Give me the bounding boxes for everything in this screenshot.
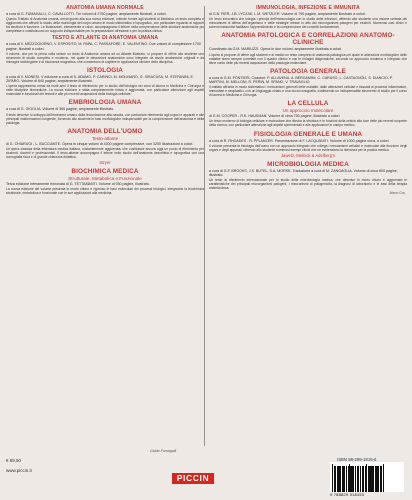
section-authors: a cura di G. GIOGLIA. Volume di 360 pagine, ampiamente illustrato. <box>6 107 115 112</box>
section-description: L'opera si propone di offrire agli studenti e ai medici un testo completo di anatomia patologica nel quale le alterazioni morfologiche delle malattie siano sempre correlate con il quadro clinico e con le indagini diagnostiche, secondo un approccio moderno e integrato che tiene conto delle piu recenti acquisizioni della patologia molecolare. <box>209 52 407 65</box>
section-authors: di G. CHIARUGI - L. BUCCIANTE. Opera in cinque volumi di 4300 pagine complessive, con 3200 illustrazioni a colori. <box>6 141 194 146</box>
section-authors: a cura di G. FUMAGALLI, C. CAVALLOTTI. Tre volumi di 2750 pagine, ampiamente illustrati, a colori. <box>6 12 167 16</box>
section-description: Questo Trattato di Anatomia umana, ormai giunto alla sua nuova edizione, intende fornire agli studenti di Medicina un testo completo e aggiornato che affronti lo studio della morfologia del corpo umano in modo sistematico e topografico, con particolare riguardo ai rapporti tra struttura e funzione. Le illustrazioni, interamente a colori, accompagnano il lettore nella comprensione delle strutture anatomiche piu complesse e costituiscono un supporto indispensabile per la preparazione all'esame e per la pratica clinica. <box>6 17 204 34</box>
right-column <box>209 3 407 449</box>
section-authors: a cura di G.M. PONTIERI. Coautori: P. ALLAVENA, A. BERGAMINI, C. CARUSO, L. CASTAGNOLI, S. DIANCIO, P. MARTINI, M. MELLONI, R. PERIN, M. SPANO, V. TRAVAGLIO. <box>209 75 393 84</box>
left-column <box>6 3 204 449</box>
section-authors: a cura di G.F. BROOKS, J.S. BUTEL, S.A. MORSE. Traduzione a cura di M. ZANGAGLIA. Volume di circa 800 pagine, illustrato. <box>209 168 398 178</box>
section-authors: Terza edizione interamente rinnovata di G. TETTAMANTI. Volume di 930 pagine, illustrato. <box>6 182 150 187</box>
section-authors: Coordinato da G.M. MARIUZZI. Opera in due volumi, ampiamente illustrata a colori. <box>209 47 343 52</box>
section-title: FISIOLOGIA GENERALE E UMANA <box>253 130 363 138</box>
section-description: Un testo moderno di biologia cellulare e molecolare che illustra la struttura e le funzioni della cellula alla luce delle piu recenti scoperte della ricerca, con particolare attenzione agli aspetti sperimentali e alle applicazioni in campo medico. <box>209 119 407 128</box>
section-title: EMBRIOLOGIA UMANA <box>68 99 142 107</box>
section-description: Un testo innovativo che integra i principi dell'immunologia con lo studio delle infezioni, offrendo allo studente una visione unitaria dei meccanismi di difesa dell'organismo e delle strategie messe in atto dai microrganismi patogeni per eluderli. Numerosi casi clinici e schemi riassuntivi facilitano l'apprendimento e la comprensione dei concetti fondamentali. <box>209 17 407 30</box>
barcode <box>330 462 404 492</box>
section-description: Il trattato affronta in modo sistematico i meccanismi generali delle malattie, dalle alterazioni cellulari e tissutali ai processi infiammatori, immunitari e neoplastici, con un linguaggio chiaro e una ricca iconografia, costituendo un indispensabile strumento di studio per il corso di laurea in Medicina e Chirurgia. <box>209 85 407 98</box>
section-title: ISTOLOGIA <box>87 66 123 74</box>
section-title: LA CELLULA <box>287 100 329 108</box>
isbn: ISBN 88-299-1815-6 <box>337 457 377 462</box>
section-description: Il volume presenta la fisiologia dell'uomo con un approccio integrato che collega i meccanismi cellulari e molecolari alla funzione degli organi e degli apparati, offrendo allo studente numerosi esempi clinici che ne evidenziano la rilevanza per la pratica medica. <box>209 143 407 152</box>
section-description: Un testo di riferimento internazionale per lo studio della microbiologia medica, che descrive in modo chiaro e aggiornato le caratteristiche dei principali microrganismi patogeni, i meccanismi di patogenicita, la diagnosi di laboratorio e le basi della terapia antimicrobica. <box>209 178 407 191</box>
price: € 89,50 <box>6 458 22 463</box>
section-title: PATOLOGIA GENERALE <box>270 67 346 75</box>
section-description: L'opera rappresenta ormai da molti anni il testo di riferimento per lo studio dell'Istologia nei corsi di laurea in Medicina e Chirurgia e nelle discipline biomediche. La nuova edizione e stata completamente rivista e aggiornata, con particolare attenzione agli aspetti molecolari e funzionali dei tessuti e alle piu recenti acquisizioni della biologia cellulare. <box>6 84 204 97</box>
section-authors: a cura di V. MONESI. V edizione a cura di S. ADAMO, P. CARINCI, M. MOLINARO, G. SIRACUSA, M. STEFANINI, E. ZIPARO. Volume di 840 pagine, ampiamente illustrato. <box>6 74 194 84</box>
section-subtitle: Un approccio molecolare <box>282 108 334 114</box>
signature: Marco Cos <box>389 191 405 196</box>
section-title: TESTO E ATLANTE DI ANATOMIA UMANA <box>51 35 159 42</box>
section-authors: di G.B. PIER, J.B. LYCZAK, L.M. WETZLER. Volume di 790 pagine, ampiamente illustrato a colori. <box>209 12 366 16</box>
section-description: Il volume, che per la prima volta unisce un testo di Anatomia umana ad un Atlante illustrato, si propone di offrire allo studente uno strumento di studio completo e moderno, nel quale le descrizioni anatomiche sono integrate da tavole anatomiche originali e da immagini radiologiche e di risonanza magnetica, che consentono di cogliere le applicazioni cliniche della disciplina. <box>6 51 204 64</box>
section-description: Un'opera classica della letteratura medica italiana, costantemente aggiornata, che costituisce ancora oggi un punto di riferimento per studenti, docenti e professionisti. Il testo-atlante accompagna il lettore nello studio dell'anatomia descrittiva e topografica con una iconografia ricca e di grande chiarezza didattica. <box>6 147 204 160</box>
section-title: IMMUNOLOGIA, INFEZIONE E IMMUNITA <box>256 5 360 11</box>
section-title: ANATOMIA PATOLOGICA E CORRELAZIONI ANATOMO-CLINICHE <box>221 32 395 47</box>
barcode-bar <box>383 464 384 492</box>
signature: Guido Fumagalli <box>150 449 177 453</box>
section-authors: di G.M. COOPER - R.E. HAUSMAN. Volume di circa 750 pagine, illustrato a colori. <box>209 114 341 119</box>
section-title: MICROBIOLOGIA MEDICA <box>267 160 349 168</box>
publisher-logo: PICCIN <box>172 473 214 484</box>
barcode-number: 9 788829 918153 <box>330 492 365 497</box>
column-divider <box>204 6 205 446</box>
section-subtitle: Strutturale, Metabolica e Funzionale <box>68 176 142 182</box>
section-authors: a cura di V. MEZZOGIORNO, V. ESPOSITO, M. PAPA, C. PASSAFORE, E. VALENTINO. Due volumi di complessive 1700 pagine, illustrati a colori. <box>6 42 201 51</box>
section-description: La nuova edizione del volume presenta in modo chiaro e rigoroso le basi molecolari dei processi biologici, integrando la biochimica strutturale, metabolica e funzionale con le sue applicazioni alla medicina. <box>6 187 204 196</box>
section-description: Il testo descrive lo sviluppo dell'embrione umano dalla fecondazione alla nascita, con particolare riferimento agli organi e apparati e alle principali malformazioni congenite, fornendo allo studente le basi morfologiche indispensabili per la comprensione dell'anatomia e della patologia. <box>6 112 204 125</box>
section-title: BIOCHIMICA MEDICA <box>71 168 139 176</box>
section-subtitle: Testo-atlante <box>91 135 119 141</box>
section-prefix: Stryer <box>99 160 111 166</box>
section-title: ANATOMIA DELL'UOMO <box>67 127 143 135</box>
section-title: ANATOMIA UMANA NORMALE <box>66 5 144 11</box>
publisher-url: www.piccin.it <box>6 468 32 473</box>
section-prefix: Jawetz, Melnick & Adelberg's <box>280 152 336 158</box>
section-authors: a cura di R. RHOADES - R. PFLANZER. Presentazione di F. LACQUANITI. Volume di 1000 pagine circa, a colori. <box>209 138 390 143</box>
